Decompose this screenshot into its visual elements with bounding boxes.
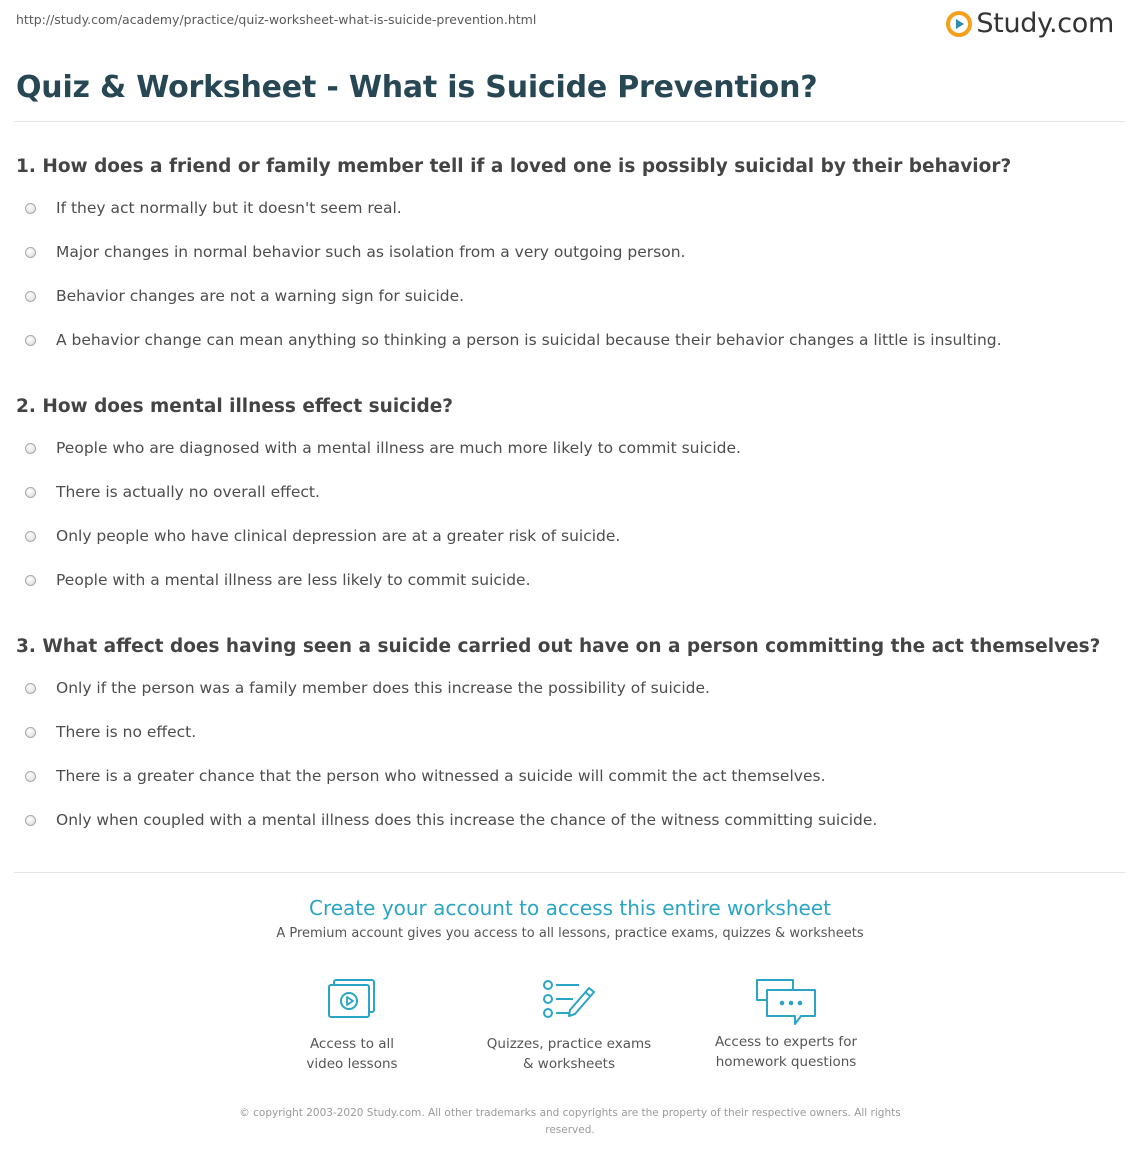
radio-button[interactable]	[25, 247, 36, 258]
answer-option[interactable]	[16, 671, 1126, 715]
page-title: Quiz & Worksheet - What is Suicide Prevention?	[16, 70, 818, 105]
answer-text: There is actually no overall effect.	[56, 483, 320, 501]
feature-label-line: Access to all	[309, 1036, 395, 1052]
radio-button[interactable]	[25, 335, 36, 346]
question-2	[16, 395, 1126, 607]
play-logo-icon	[946, 11, 972, 37]
answer-text: Only when coupled with a mental illness does this increase the chance of the witness committing suicide.	[56, 811, 878, 829]
radio-button[interactable]	[25, 575, 36, 586]
answer-list	[16, 431, 1126, 607]
feature-label-line: video lessons	[306, 1056, 398, 1072]
answer-option[interactable]	[16, 519, 1126, 563]
question-text: 2. How does mental illness effect suicide?	[16, 396, 454, 417]
answer-option[interactable]	[16, 235, 1126, 279]
feature-video-lessons	[252, 976, 452, 1074]
answer-text: There is no effect.	[56, 723, 197, 741]
chat-bubbles-icon	[753, 976, 819, 1028]
answer-option[interactable]	[16, 279, 1126, 323]
answer-option[interactable]	[16, 475, 1126, 519]
create-account-link[interactable]: Create your account to access this entire worksheet	[309, 896, 831, 920]
feature-label	[469, 1034, 669, 1074]
feature-label	[686, 1032, 886, 1072]
answer-option[interactable]	[16, 803, 1126, 847]
quiz-checklist-icon	[539, 976, 599, 1024]
answer-text: Only if the person was a family member does this increase the possibility of suicide.	[56, 679, 710, 697]
answer-option[interactable]	[16, 563, 1126, 607]
answer-option[interactable]	[16, 323, 1126, 367]
study-com-logo[interactable]	[946, 8, 1114, 39]
radio-button[interactable]	[25, 683, 36, 694]
video-lessons-icon	[322, 976, 382, 1024]
feature-label-line: Quizzes, practice exams	[486, 1036, 652, 1052]
answer-option[interactable]	[16, 191, 1126, 235]
question-text: 3. What affect does having seen a suicide carried out have on a person committing the act themselves?	[16, 636, 1101, 657]
question-text: 1. How does a friend or family member tell if a loved one is possibly suicidal by their behavior?	[16, 156, 1012, 177]
radio-button[interactable]	[25, 531, 36, 542]
radio-button[interactable]	[25, 727, 36, 738]
question-1	[16, 155, 1126, 367]
answer-option[interactable]	[16, 759, 1126, 803]
radio-button[interactable]	[25, 815, 36, 826]
answer-text: Only people who have clinical depression are at a greater risk of suicide.	[56, 527, 621, 545]
answer-text: Major changes in normal behavior such as isolation from a very outgoing person.	[56, 243, 686, 261]
feature-label-line: homework questions	[715, 1054, 857, 1070]
answer-text: There is a greater chance that the person who witnessed a suicide will commit the act themselves.	[56, 767, 826, 785]
radio-button[interactable]	[25, 203, 36, 214]
divider	[14, 872, 1125, 873]
answer-text: A behavior change can mean anything so thinking a person is suicidal because their behavior changes a little is insulting.	[56, 331, 1002, 349]
radio-button[interactable]	[25, 443, 36, 454]
answer-text: People with a mental illness are less likely to commit suicide.	[56, 571, 531, 589]
radio-button[interactable]	[25, 487, 36, 498]
answer-option[interactable]	[16, 715, 1126, 759]
feature-experts	[686, 976, 886, 1072]
copyright-line: reserved.	[545, 1124, 595, 1136]
answer-text: If they act normally but it doesn't seem real.	[56, 199, 402, 217]
logo-text: Study.com	[976, 8, 1114, 39]
copyright-notice	[215, 1105, 925, 1139]
feature-label-line: & worksheets	[522, 1056, 615, 1072]
page-url: http://study.com/academy/practice/quiz-worksheet-what-is-suicide-prevention.html	[16, 12, 537, 27]
answer-text: Behavior changes are not a warning sign for suicide.	[56, 287, 465, 305]
copyright-line: © copyright 2003-2020 Study.com. All other trademarks and copyrights are the property of their respective owners. All rights	[239, 1107, 901, 1119]
radio-button[interactable]	[25, 771, 36, 782]
feature-label	[252, 1034, 452, 1074]
premium-description: A Premium account gives you access to all lessons, practice exams, quizzes & worksheets	[276, 926, 864, 941]
answer-list	[16, 671, 1126, 847]
divider	[14, 121, 1125, 122]
question-3	[16, 635, 1126, 847]
radio-button[interactable]	[25, 291, 36, 302]
feature-quizzes	[469, 976, 669, 1074]
feature-label-line: Access to experts for	[714, 1034, 857, 1050]
answer-text: People who are diagnosed with a mental illness are much more likely to commit suicide.	[56, 439, 741, 457]
answer-list	[16, 191, 1126, 367]
top-bar	[0, 0, 1140, 50]
answer-option[interactable]	[16, 431, 1126, 475]
